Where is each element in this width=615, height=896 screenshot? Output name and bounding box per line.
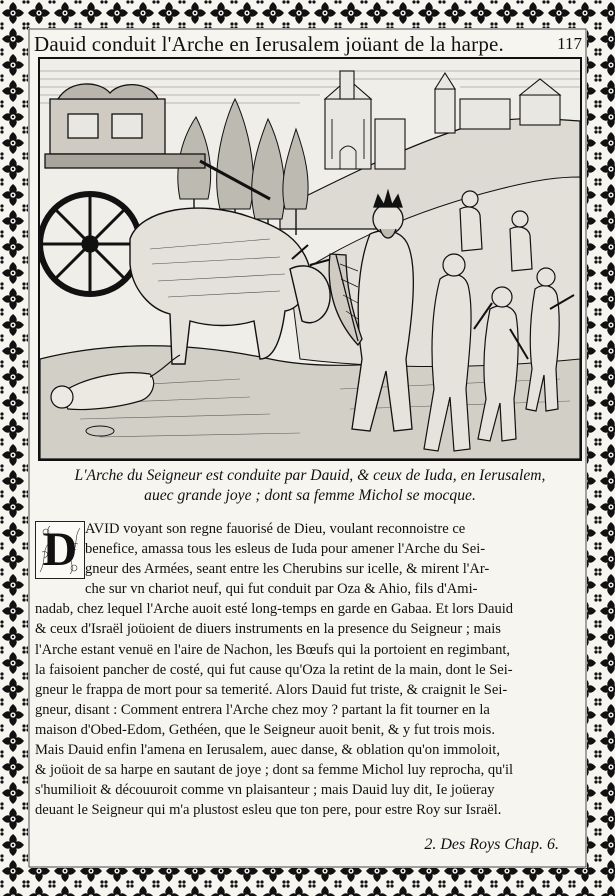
body-line: AVID voyant son regne fauorisé de Dieu, voulant reconnoistre ce [85,521,466,537]
body-line: la faisoient pancher de costé, qui fut cause qu'Oza la retint de la main, dont le Sei- [35,661,513,678]
caption-line-1: L'Arche du Seigneur est conduite par Dauid, & ceux de Iuda, en Ierusalem, [74,467,546,484]
body-line: l'Arche estant venuë en l'aire de Nachon, les Bœufs qui la portoient en regimbant, [35,641,511,658]
body-line: che sur vn chariot neuf, qui fut conduit par Oza & Ahio, fils d'Ami- [85,581,478,598]
body-line: s'humilioit & découuroit comme vn plaisanteur ; mais Dauid luy dit, Ie joüeray [35,782,495,799]
body-line: & ceux d'Israël joüoient de diuers instruments en la presence du Seigneur ; mais [35,621,501,638]
body-line: deuant le Seigneur qui m'a plustost esleu que ton pere, pour estre Roy sur Israël. [35,802,502,819]
page-header [34,31,582,57]
body-line: gneur le frappa de mort pour sa temerité. Alors Dauid fut triste, & craignit le Sei- [35,681,508,698]
caption-line-2: auec grande joye ; dont sa femme Michol se mocque. [144,487,476,504]
body-line: gneur des Armées, seant entre les Cherubins sur icelle, & mirent l'Ar- [85,561,490,578]
page-title: Dauid conduit l'Arche en Ierusalem joüant de la harpe. [34,31,504,56]
scripture-reference: 2. Des Roys Chap. 6. [424,836,559,853]
page-number: 117 [557,34,582,53]
body-line: nadab, chez lequel l'Arche auoit esté long-temps en garde en Gabaa. Et lors Dauid [35,601,514,618]
body-line: benefice, amassa tous les esleus de Iuda pour amener l'Arche du Sei- [85,541,486,558]
woodcut-illustration [38,57,582,461]
body-line: gneur, disant : Comment entrera l'Arche chez moy ? partant la fit tourner en la [35,701,490,718]
body-text [35,519,583,820]
drop-cap-letter: D [42,523,78,576]
illustration-caption [40,466,580,506]
body-line: & joüoit de sa harpe en sautant de joye ; dont sa femme Michol luy reprocha, qu'il [35,762,514,779]
body-line: maison d'Obed-Edom, Gethéen, que le Seigneur auoit benit, & y fut trois mois. [35,721,495,738]
dropped-hat [86,426,114,436]
body-line: Mais Dauid enfin l'amena en Ierusalem, auec danse, & oblation qu'on immoloit, [35,742,500,759]
